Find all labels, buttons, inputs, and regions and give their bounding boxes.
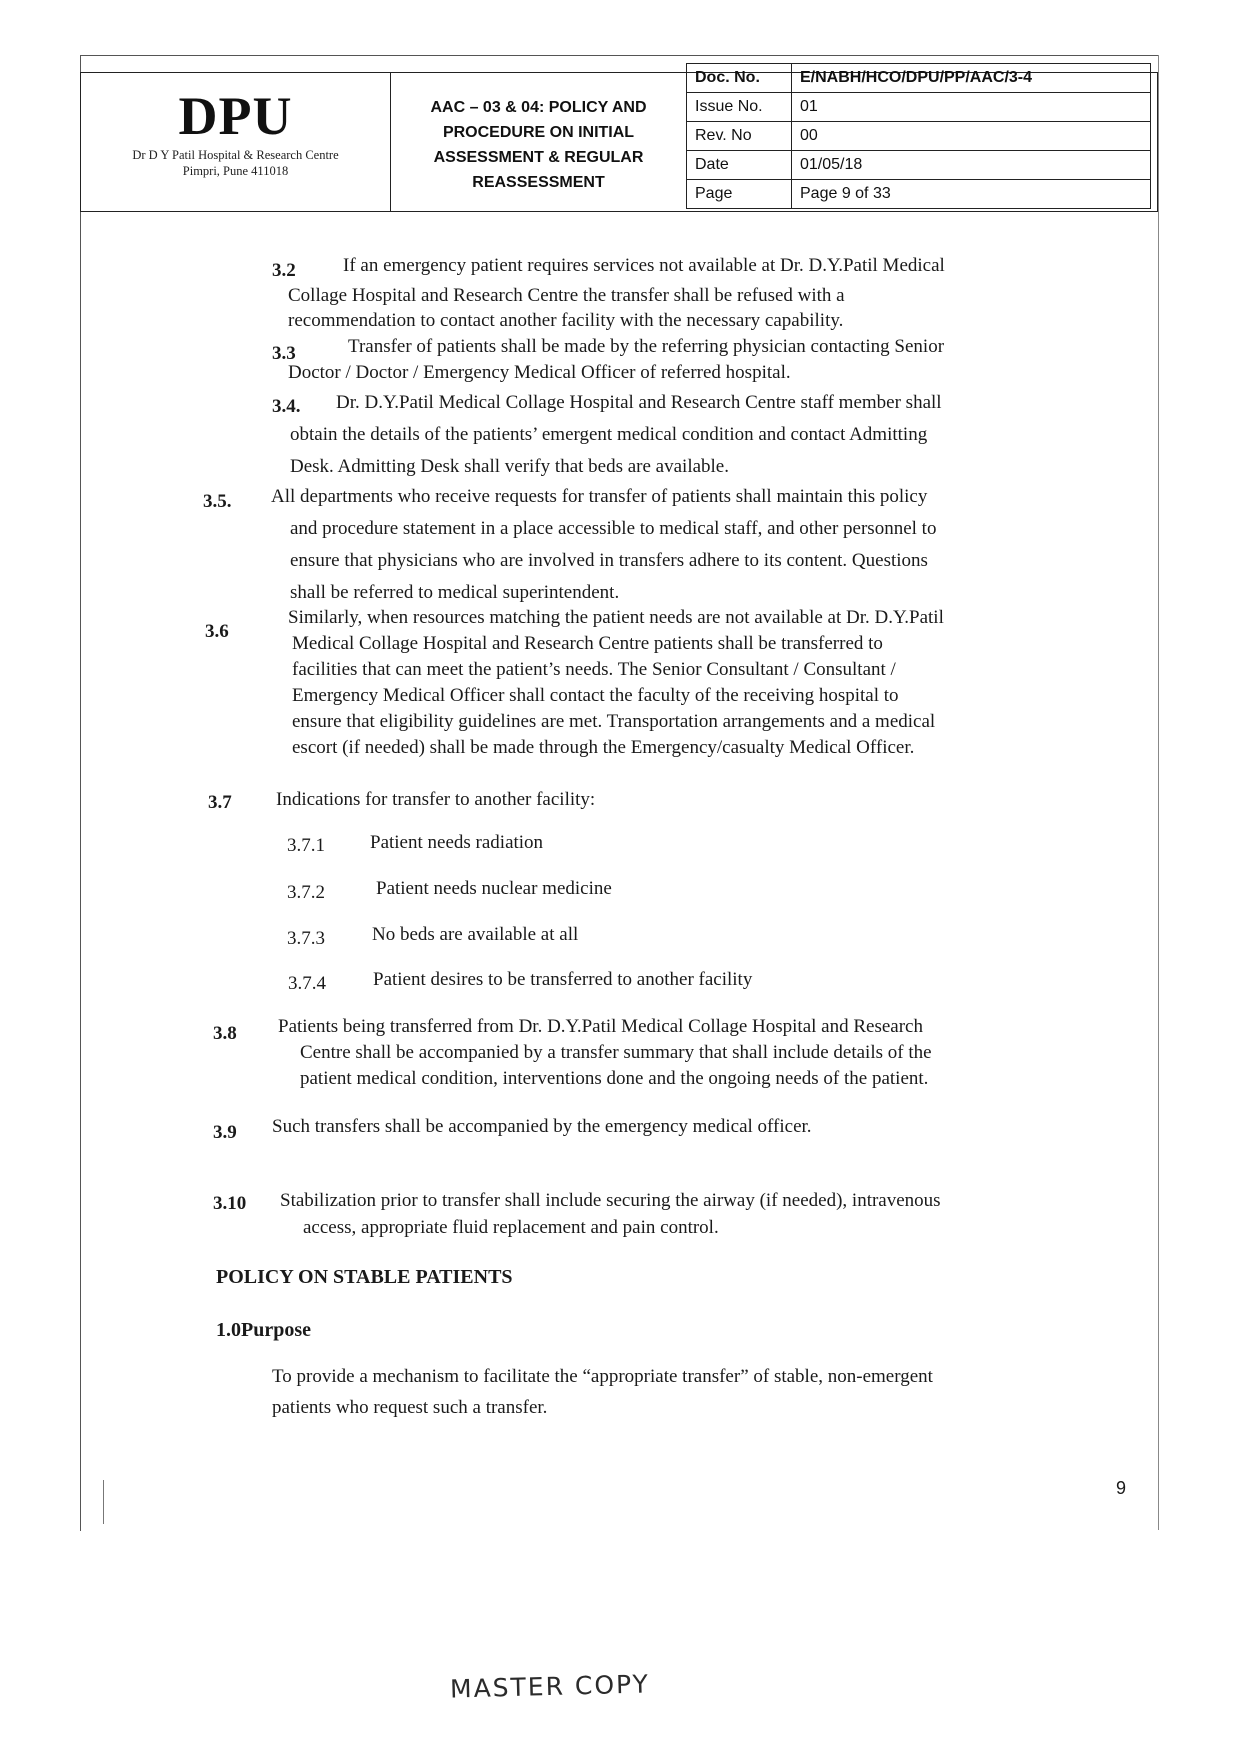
title-line: PROCEDURE ON INITIAL (442, 124, 635, 141)
master-copy-stamp: MASTER COPY (449, 1669, 651, 1704)
paragraph-line: Desk. Admitting Desk shall verify that beds are available. (290, 456, 729, 477)
section-number: 3.4. (272, 396, 301, 417)
paragraph-line: ensure that physicians who are involved in transfers adhere to its content. Questions (290, 550, 928, 571)
paragraph-line: Indications for transfer to another facility: (276, 789, 596, 810)
meta-value: 00 (792, 122, 1151, 151)
title-line: REASSESSMENT (472, 174, 605, 191)
paragraph-line: Medical Collage Hospital and Research Centre patients shall be transferred to (292, 633, 883, 654)
subsection-number: 3.7.3 (287, 928, 325, 949)
paragraph-line: If an emergency patient requires services not available at Dr. D.Y.Patil Medical (343, 255, 945, 276)
paragraph-line: Stabilization prior to transfer shall include securing the airway (if needed), intravenous (280, 1190, 941, 1211)
meta-key: Issue No. (687, 93, 792, 122)
list-item: Patient needs nuclear medicine (376, 878, 612, 899)
paragraph-line: shall be referred to medical superintendent. (290, 582, 620, 603)
paragraph-line: Transfer of patients shall be made by the referring physician contacting Senior (348, 336, 945, 357)
meta-key: Date (687, 151, 792, 180)
section-number: 3.5. (203, 491, 232, 512)
meta-key: Doc. No. (687, 64, 792, 93)
subsection-heading: 1.0Purpose (216, 1319, 311, 1341)
meta-value: E/NABH/HCO/DPU/PP/AAC/3-4 (792, 64, 1151, 93)
section-number: 3.3 (272, 343, 296, 364)
page-number: 9 (1116, 1478, 1127, 1498)
margin-rule (103, 1480, 104, 1524)
section-number: 3.2 (272, 260, 296, 281)
list-item: Patient needs radiation (370, 832, 544, 853)
title-line: AAC – 03 & 04: POLICY AND (430, 99, 647, 116)
dpu-logo: DPU (178, 86, 293, 146)
meta-key: Rev. No (687, 122, 792, 151)
paragraph-line: All departments who receive requests for transfer of patients shall maintain this policy (271, 486, 928, 507)
paragraph-line: Collage Hospital and Research Centre the transfer shall be refused with a (288, 285, 845, 306)
paragraph-line: Such transfers shall be accompanied by the emergency medical officer. (272, 1116, 812, 1137)
section-heading: POLICY ON STABLE PATIENTS (216, 1266, 513, 1288)
paragraph-line: patients who request such a transfer. (272, 1397, 548, 1418)
paragraph-line: Doctor / Doctor / Emergency Medical Officer of referred hospital. (288, 362, 791, 383)
section-number: 3.10 (213, 1193, 247, 1214)
institution-name: Dr D Y Patil Hospital & Research Centre (132, 148, 339, 162)
paragraph-line: Similarly, when resources matching the patient needs are not available at Dr. D.Y.Patil (288, 607, 944, 628)
section-number: 3.8 (213, 1023, 237, 1044)
paragraph-line: Patients being transferred from Dr. D.Y.Patil Medical Collage Hospital and Research (278, 1016, 923, 1037)
meta-value: 01 (792, 93, 1151, 122)
paragraph-line: patient medical condition, interventions done and the ongoing needs of the patient. (300, 1068, 929, 1089)
section-number: 3.6 (205, 621, 229, 642)
subsection-number: 3.7.1 (287, 835, 325, 856)
meta-key: Page (687, 180, 792, 209)
list-item: Patient desires to be transferred to another facility (373, 969, 753, 990)
list-item: No beds are available at all (372, 924, 579, 945)
institution-address: Pimpri, Pune 411018 (182, 164, 289, 178)
meta-value: 01/05/18 (792, 151, 1151, 180)
title-line: ASSESSMENT & REGULAR (433, 149, 644, 166)
paragraph-line: Emergency Medical Officer shall contact the faculty of the receiving hospital to (292, 685, 899, 706)
section-number: 3.7 (208, 792, 232, 813)
paragraph-line: ensure that eligibility guidelines are met. Transportation arrangements and a medical (292, 711, 936, 732)
paragraph-line: To provide a mechanism to facilitate the “appropriate transfer” of stable, non-emergent (272, 1366, 933, 1387)
paragraph-line: access, appropriate fluid replacement and pain control. (303, 1217, 719, 1238)
paragraph-line: facilities that can meet the patient’s needs. The Senior Consultant / Consultant / (292, 659, 896, 680)
subsection-number: 3.7.2 (287, 882, 325, 903)
paragraph-line: Dr. D.Y.Patil Medical Collage Hospital and Research Centre staff member shall (336, 392, 942, 413)
paragraph-line: escort (if needed) shall be made through the Emergency/casualty Medical Officer. (292, 737, 915, 758)
meta-value: Page 9 of 33 (792, 180, 1151, 209)
paragraph-line: recommendation to contact another facility with the necessary capability. (288, 310, 844, 331)
section-number: 3.9 (213, 1122, 237, 1143)
paragraph-line: and procedure statement in a place accessible to medical staff, and other personnel to (290, 518, 937, 539)
paragraph-line: Centre shall be accompanied by a transfer summary that shall include details of the (300, 1042, 932, 1063)
paragraph-line: obtain the details of the patients’ emergent medical condition and contact Admitting (290, 424, 928, 445)
subsection-number: 3.7.4 (288, 973, 326, 994)
